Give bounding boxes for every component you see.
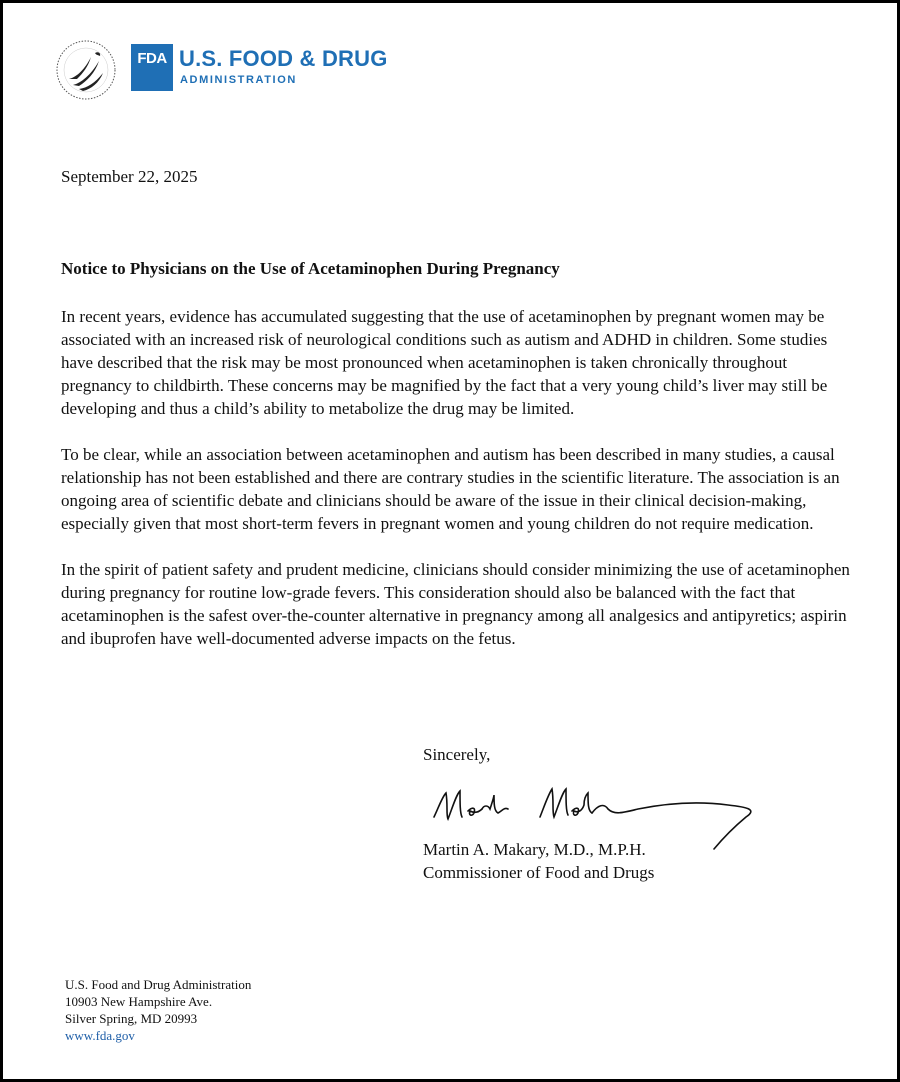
letter-title: Notice to Physicians on the Use of Acetaminophen During Pregnancy	[61, 259, 560, 278]
paragraph: To be clear, while an association between acetaminophen and autism has been described in many studies, a causal relationship has not been established and there are contrary studies in the scientific literature. The association is an ongoing area of scientific debate and clinicians should be aware of the issue in their clinical decision-making, especially given that most short-term fevers in pregnant women and young children do not require medication.	[61, 445, 840, 533]
fda-logo-box	[131, 44, 173, 91]
footer-address	[65, 976, 251, 1044]
letter-date: September 22, 2025	[61, 167, 198, 186]
letter-body	[61, 305, 851, 673]
hhs-eagle-seal-icon	[55, 39, 117, 101]
paragraph: In the spirit of patient safety and prudent medicine, clinicians should consider minimizing the use of acetaminophen during pregnancy for routine low-grade fevers. This consideration should also be balanced with the fact that acetaminophen is the safest over-the-counter alternative in pregnancy among all analgesics and antipyretics; aspirin and ibuprofen have well-documented adverse impacts on the fetus.	[61, 560, 850, 648]
fda-logo-text: FDA	[137, 50, 167, 67]
closing: Sincerely,	[423, 745, 491, 764]
letter-page	[3, 3, 897, 1079]
paragraph: In recent years, evidence has accumulated suggesting that the use of acetaminophen by pregnant women may be associated with an increased risk of neurological conditions such as autism and ADHD in children. Some studies have described that the risk may be most pronounced when acetaminophen is taken chronically throughout pregnancy to childbirth. These concerns may be magnified by the fact that a very young child’s liver may still be developing and thus a child’s ability to metabolize the drug may be limited.	[61, 307, 828, 418]
footer-org: U.S. Food and Drug Administration	[65, 977, 252, 992]
agency-subtitle: ADMINISTRATION	[180, 74, 297, 86]
footer-street: 10903 New Hampshire Ave.	[65, 994, 213, 1009]
agency-name: U.S. FOOD & DRUG	[179, 46, 388, 71]
signer-name: Martin A. Makary, M.D., M.P.H.	[423, 840, 646, 859]
signer-block	[423, 838, 654, 884]
signer-title: Commissioner of Food and Drugs	[423, 863, 655, 882]
website-link[interactable]: www.fda.gov	[65, 1028, 135, 1043]
footer-city: Silver Spring, MD 20993	[65, 1011, 198, 1026]
